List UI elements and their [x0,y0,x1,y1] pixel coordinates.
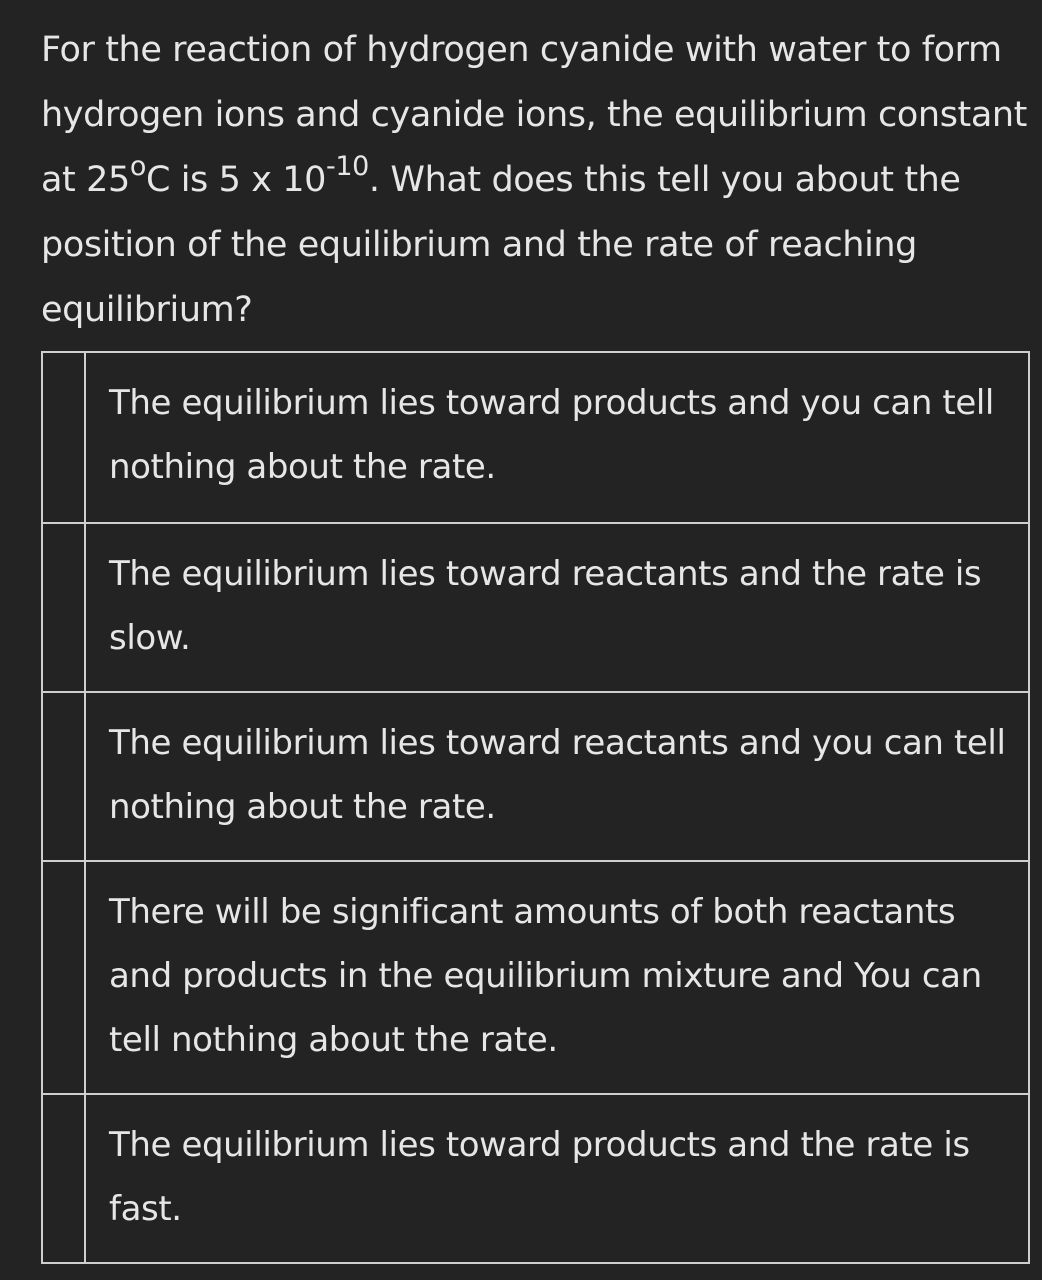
degree-superscript: o [129,151,146,183]
answer-option-1[interactable] [43,353,1028,522]
answer-options-table [41,351,1030,1264]
option-label: The equilibrium lies toward products and you can tell nothing about the rate. [109,383,994,487]
option-select-cell[interactable] [43,1095,86,1262]
answer-option-3[interactable] [43,691,1028,860]
option-select-cell[interactable] [43,353,86,522]
question-text [41,18,1036,343]
option-label: There will be significant amounts of both reactants and products in the equilibrium mixture and You can tell nothing about the rate. [109,892,982,1060]
question-part-2: C is 5 x 10 [145,160,326,200]
option-label: The equilibrium lies toward products and the rate is fast. [109,1125,970,1229]
option-select-cell[interactable] [43,862,86,1093]
option-select-cell[interactable] [43,693,86,860]
answer-option-5[interactable] [43,1093,1028,1262]
answer-option-4[interactable] [43,860,1028,1093]
exponent-superscript: -10 [326,151,369,183]
option-label: The equilibrium lies toward reactants and you can tell nothing about the rate. [109,723,1006,827]
question-part-1: For the reaction of hydrogen cyanide with water to form hydrogen ions and cyanide ions, the equilibrium constant at 25 [41,30,1028,200]
option-label: The equilibrium lies toward reactants and the rate is slow. [109,554,982,658]
question-part-3: . What does this tell you about the position of the equilibrium and the rate of reaching equilibrium? [41,160,961,330]
option-select-cell[interactable] [43,524,86,691]
answer-option-2[interactable] [43,522,1028,691]
